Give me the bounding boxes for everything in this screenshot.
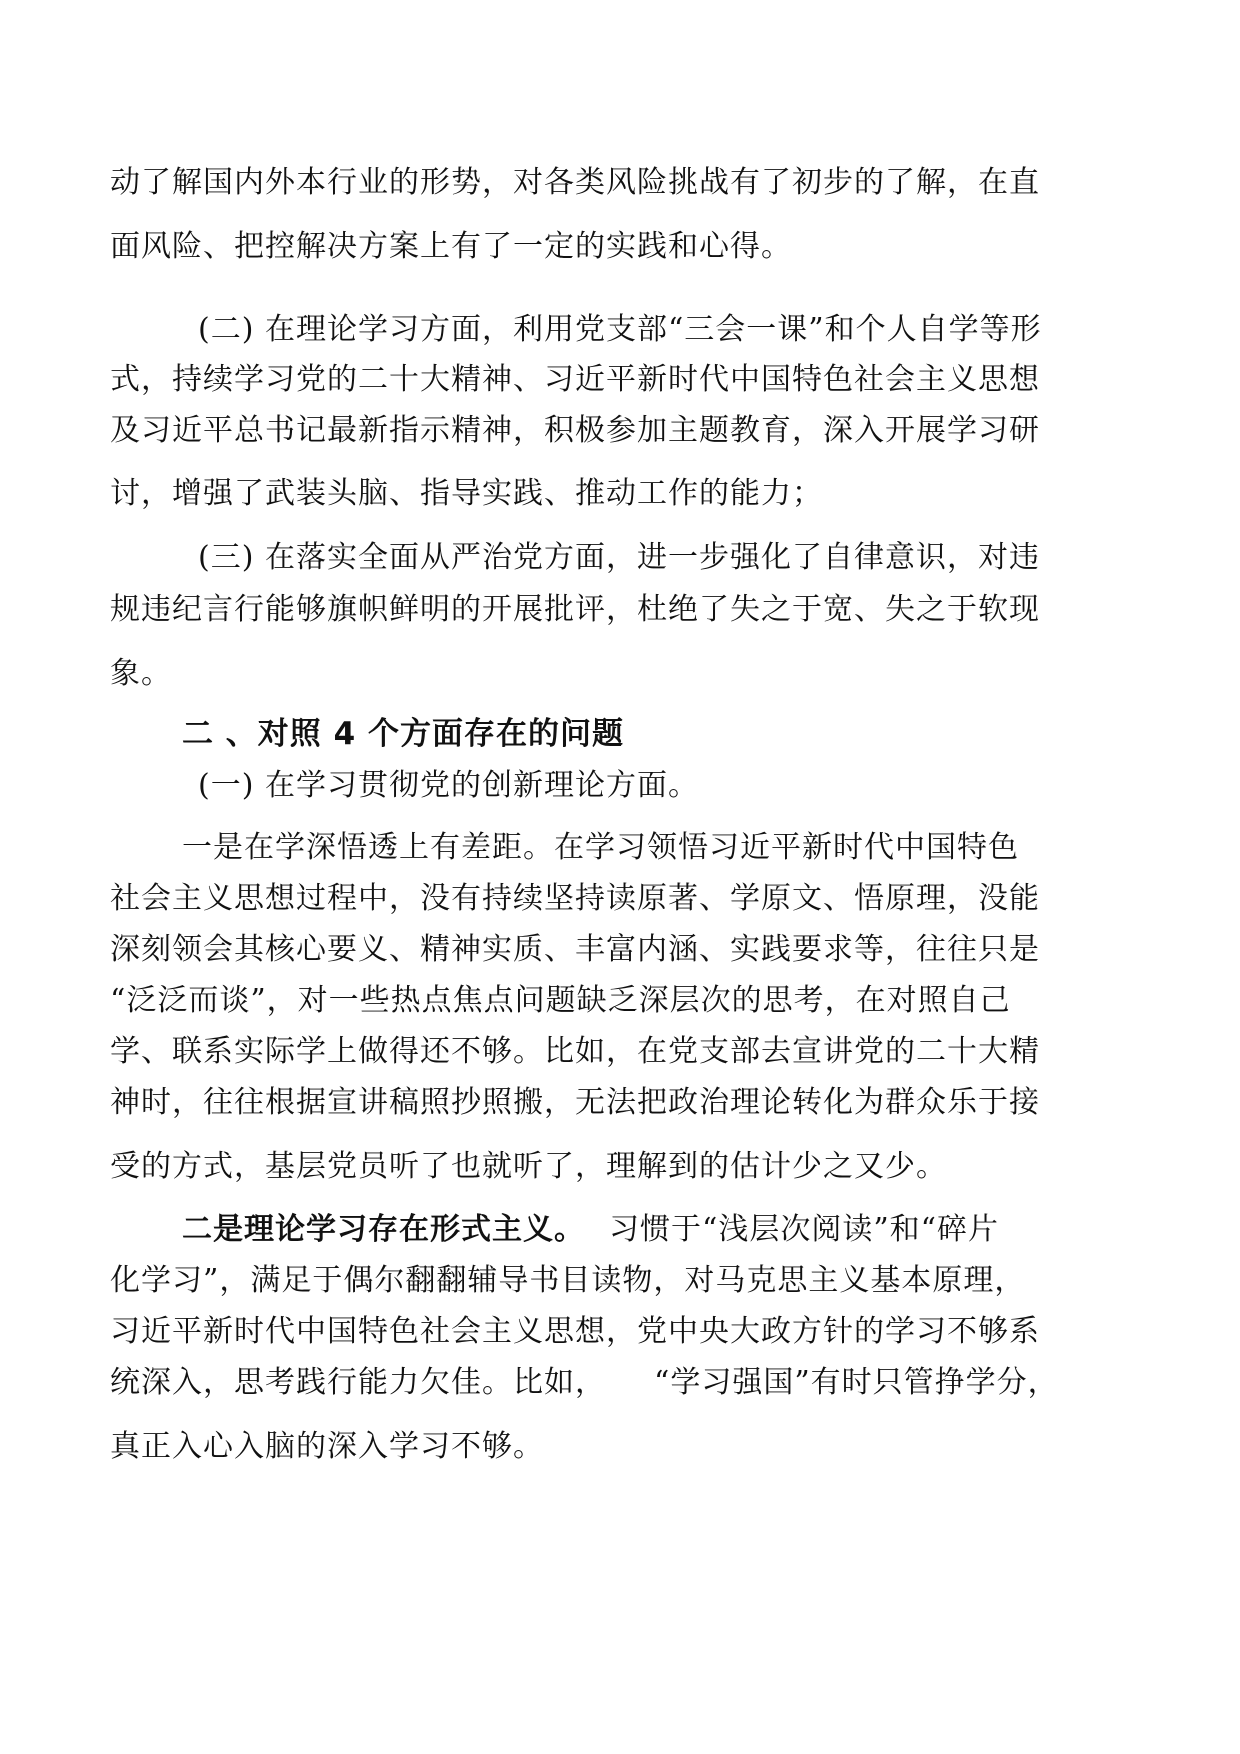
line-22-a: 统深入，思考践行能力欠佳。比如， bbox=[110, 1365, 606, 1400]
text-line-13: 社会主义思想过程中，没有持续坚持读原著、学原文、悟原理，没能 bbox=[110, 881, 1040, 916]
text-line-18: 受的方式，基层党员听了也就听了，理解到的估计少之又少。 bbox=[110, 1149, 947, 1184]
text-line-5: 及习近平总书记最新指示精神，积极参加主题教育，深入开展学习研 bbox=[110, 413, 1040, 448]
text-line-16: 学、联系实际学上做得还不够。比如，在党支部去宣讲党的二十大精 bbox=[110, 1034, 1040, 1069]
text-line-19 bbox=[182, 1210, 999, 1250]
text-line-8: 规违纪言行能够旗帜鲜明的开展批评，杜绝了失之于宽、失之于软现 bbox=[110, 592, 1040, 627]
text-line-1: 动了解国内外本行业的形势，对各类风险挑战有了初步的了解，在直 bbox=[110, 165, 1040, 200]
section-heading: 二 、对照 4 个方面存在的问题 bbox=[182, 716, 624, 752]
line-19-rest: 习惯于“浅层次阅读”和“碎片 bbox=[609, 1212, 1000, 1247]
text-line-21: 习近平新时代中国特色社会主义思想，党中央大政方针的学习不够系 bbox=[110, 1314, 1040, 1349]
text-line-23: 真正入心入脑的深入学习不够。 bbox=[110, 1429, 544, 1464]
text-line-9: 象。 bbox=[110, 656, 172, 691]
text-line-22 bbox=[110, 1363, 1059, 1403]
line-22-b: “学习强国”有时只管挣学分， bbox=[654, 1365, 1059, 1400]
text-line-7: (三) 在落实全面从严治党方面，进一步强化了自律意识，对违 bbox=[198, 540, 1040, 575]
text-line-6: 讨，增强了武装头脑、指导实践、推动工作的能力； bbox=[110, 476, 823, 511]
text-line-12: 一是在学深悟透上有差距。在学习领悟习近平新时代中国特色 bbox=[182, 830, 1019, 865]
text-line-3: (二) 在理论学习方面，利用党支部“三会一课”和个人自学等形 bbox=[198, 312, 1042, 347]
text-line-17: 神时，往往根据宣讲稿照抄照搬，无法把政治理论转化为群众乐于接 bbox=[110, 1085, 1040, 1120]
text-line-2: 面风险、把控解决方案上有了一定的实践和心得。 bbox=[110, 229, 792, 264]
text-line-20: 化学习”，满足于偶尔翻翻辅导书目读物，对马克思主义基本原理， bbox=[110, 1263, 1026, 1298]
bold-lead: 二是理论学习存在形式主义。 bbox=[182, 1212, 585, 1247]
text-line-15: “泛泛而谈”，对一些热点焦点问题缺乏深层次的思考，在对照自己 bbox=[110, 983, 1011, 1018]
text-line-4: 式，持续学习党的二十大精神、习近平新时代中国特色社会主义思想 bbox=[110, 362, 1040, 397]
text-line-14: 深刻领会其核心要义、精神实质、丰富内涵、实践要求等，往往只是 bbox=[110, 932, 1040, 967]
text-line-11: (一) 在学习贯彻党的创新理论方面。 bbox=[198, 768, 699, 803]
